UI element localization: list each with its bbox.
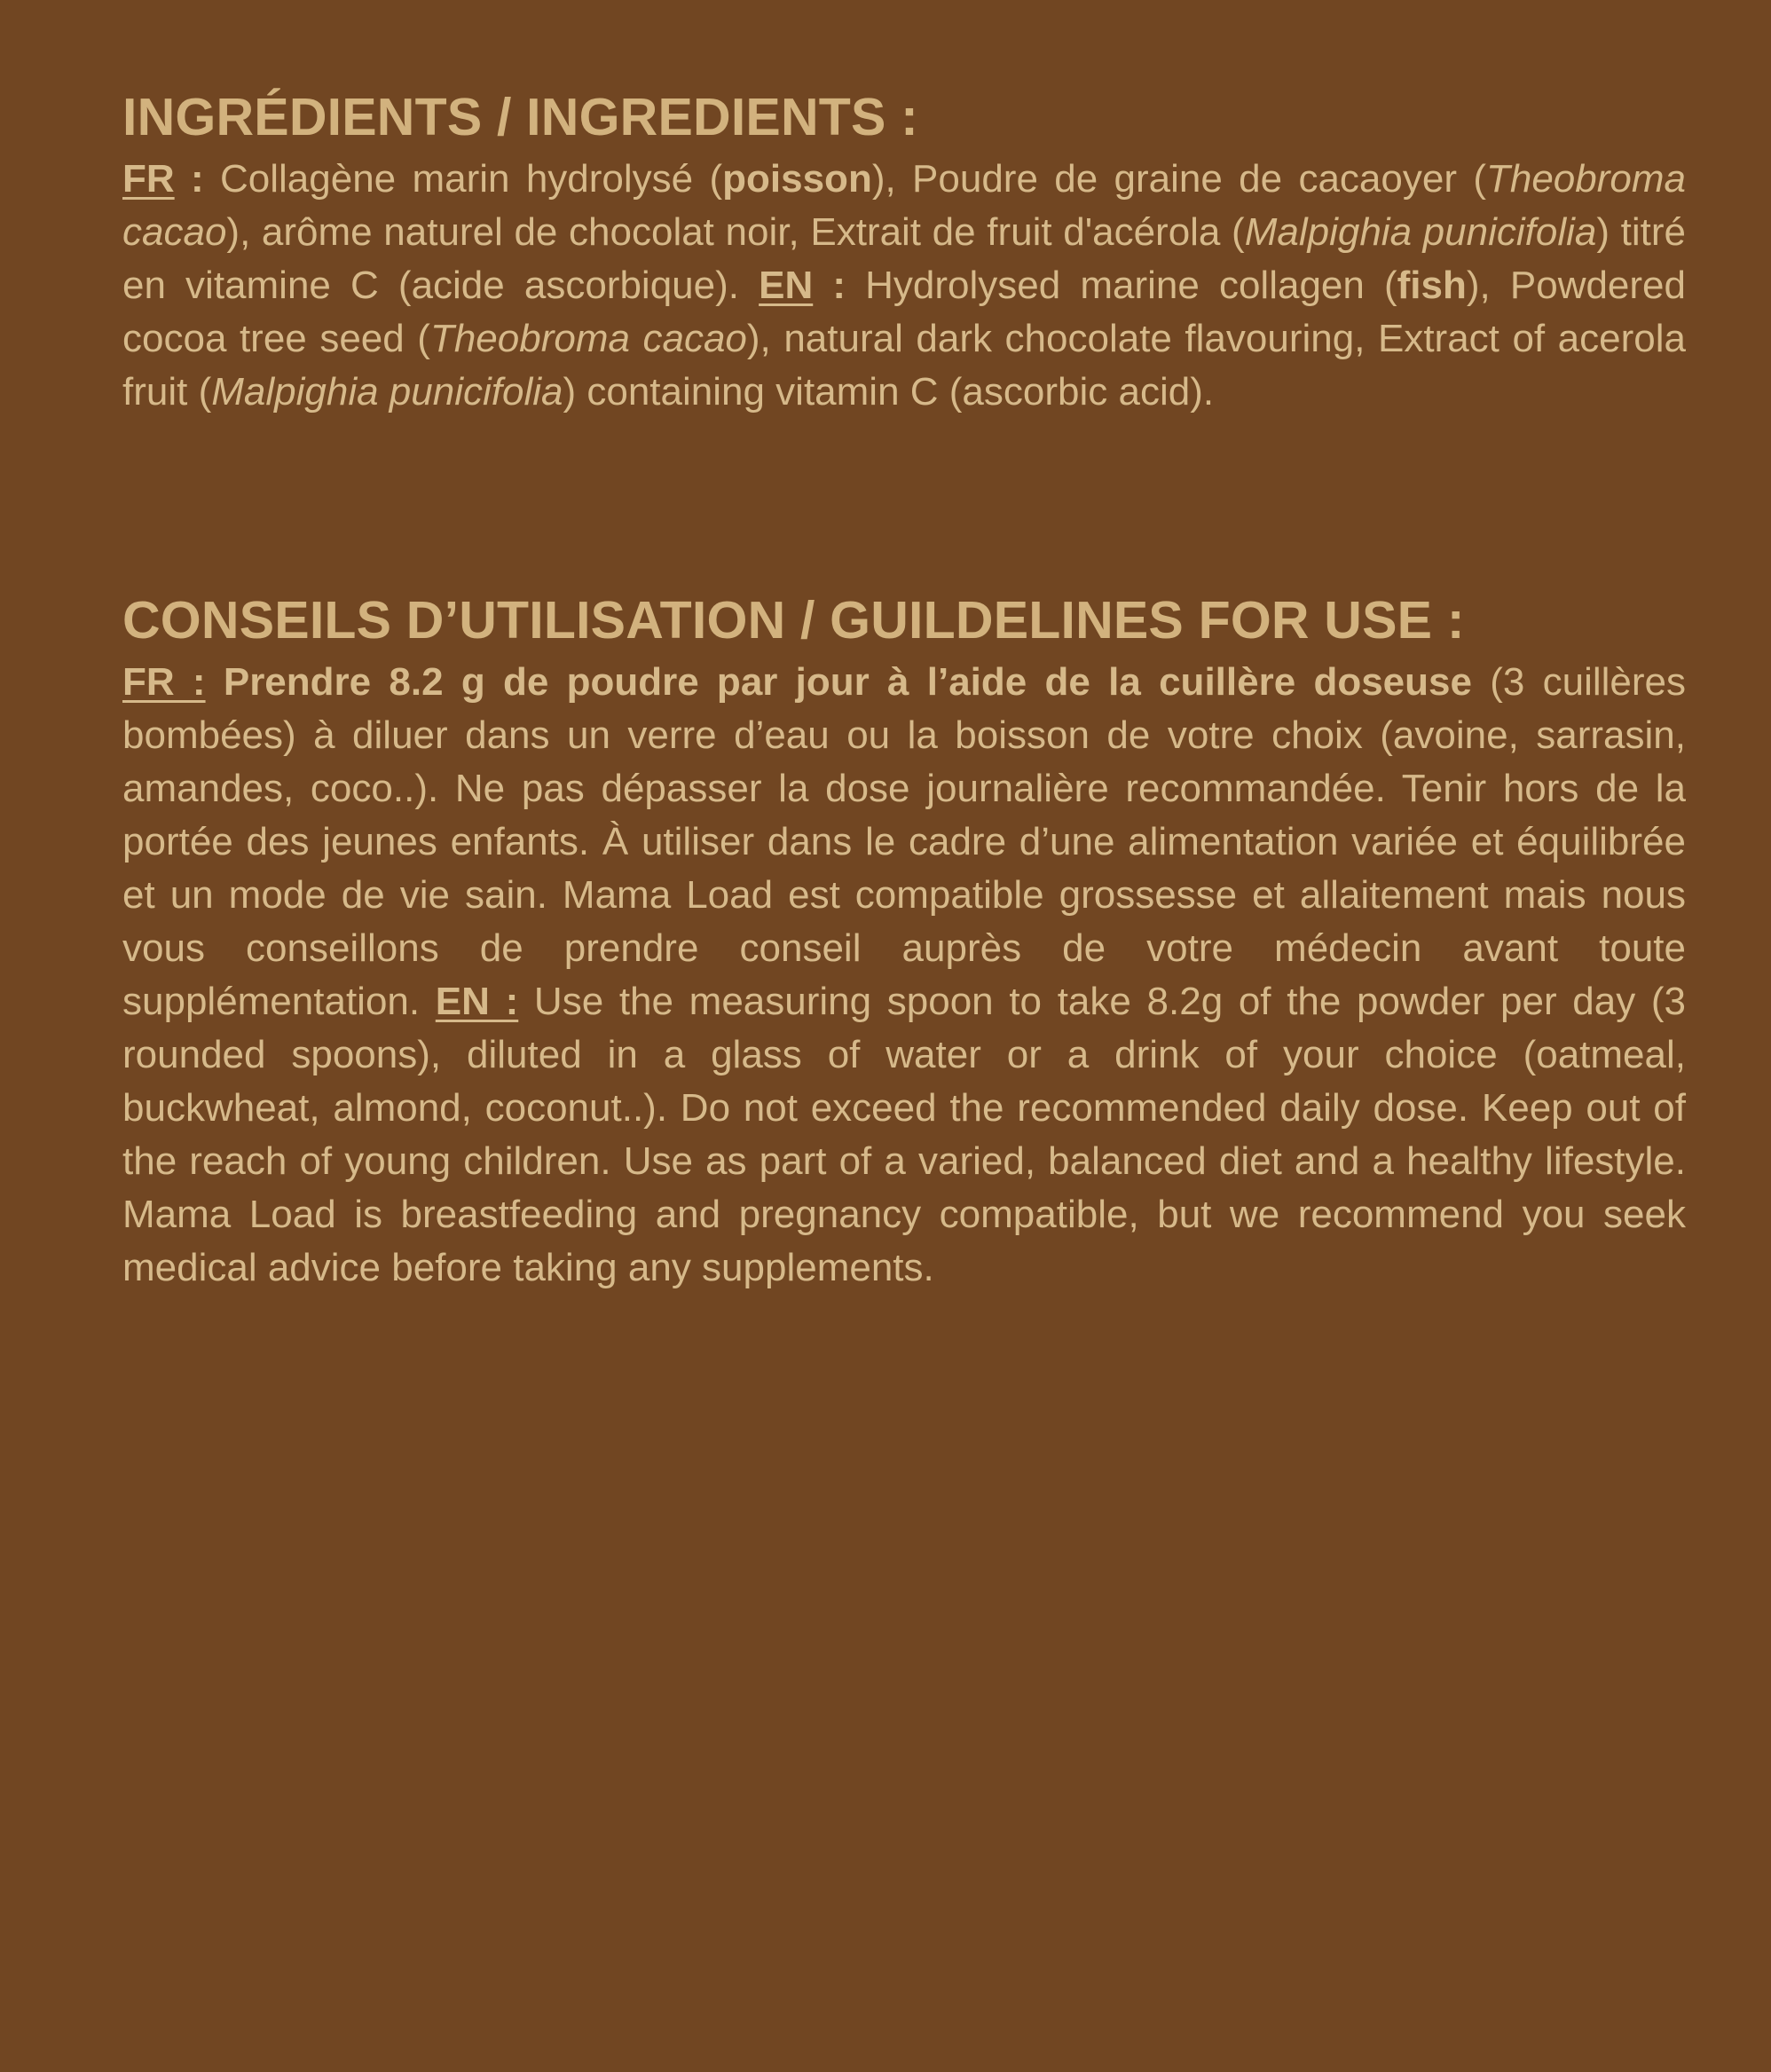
usage-section (122, 585, 1686, 1295)
fr-ingredients-part-1: Collagène marin hydrolysé ( (219, 157, 723, 201)
ingredients-text (122, 153, 1686, 419)
fr-species-cocoa: Theobroma cacao (122, 157, 1686, 254)
en-ingredients-part-1: Hydrolysed marine collagen ( (865, 264, 1397, 307)
usage-en-instructions: Use the measuring spoon to take 8.2g of the powder per day (3 rounded spoons), diluted in a glass of water or a drink of your choice (oatmeal, buckwheat, almond, coconut..). Do not exceed the recommended daily dose. Keep out of the reach of young children. Use as part of a varied, balanced diet and a healthy lifestyle. Mama Load is breastfeeding and pregnancy compatible, but we recommend you seek medical advice before taking any supplements. (122, 980, 1687, 1289)
en-ingredients-part-4: ) containing vitamin C (ascorbic acid). (563, 370, 1215, 414)
en-species-cocoa: Theobroma cacao (429, 317, 747, 360)
fr-tag-colon: : (174, 157, 220, 201)
ingredients-heading: INGRÉDIENTS / INGREDIENTS : (122, 88, 919, 146)
fr-language-tag: FR (122, 157, 175, 201)
en-allergen: fish (1397, 264, 1467, 307)
usage-fr-dosage: Prendre 8.2 g de poudre par jour à l’aide de la cuillère doseuse (205, 660, 1472, 704)
fr-ingredients-part-3: ), arôme naturel de chocolat noir, Extrait de fruit d'acérola ( (226, 210, 1245, 254)
en-ingredients-part-2: ), Powdered cocoa tree seed ( (122, 264, 1686, 360)
ingredients-section (122, 82, 1686, 419)
en-species-acerola: Malpighia punicifolia (211, 370, 563, 414)
usage-text (122, 656, 1686, 1295)
usage-fr-language-tag: FR : (122, 660, 206, 704)
fr-species-acerola: Malpighia punicifolia (1244, 210, 1597, 254)
fr-allergen: poisson (722, 157, 872, 201)
en-tag-colon: : (813, 264, 866, 307)
en-language-tag: EN (759, 264, 814, 307)
en-ingredients-part-3: ), natural dark chocolate flavouring, Extract of acerola fruit ( (122, 317, 1686, 414)
usage-heading: CONSEILS D’UTILISATION / GUILDELINES FOR USE : (122, 591, 1465, 650)
fr-ingredients-part-2: ), Poudre de graine de cacaoyer ( (871, 157, 1486, 201)
fr-ingredients-part-4: ) titré en vitamine C (acide ascorbique). (122, 210, 1686, 307)
usage-en-language-tag: EN : (435, 980, 519, 1023)
usage-fr-instructions: (3 cuillères bombées) à diluer dans un verre d’eau ou la boisson de votre choix (avoine, sarrasin, amandes, coco..). Ne pas dépasser la dose journalière recommandée. Tenir hors de la portée des jeunes enfants. À utiliser dans le cadre d’une alimentation variée et équilibrée et un mode de vie sain. Mama Load est compatible grossesse et allaitement mais nous vous conseillons de prendre conseil auprès de votre médecin avant toute supplémentation. (122, 660, 1686, 1023)
